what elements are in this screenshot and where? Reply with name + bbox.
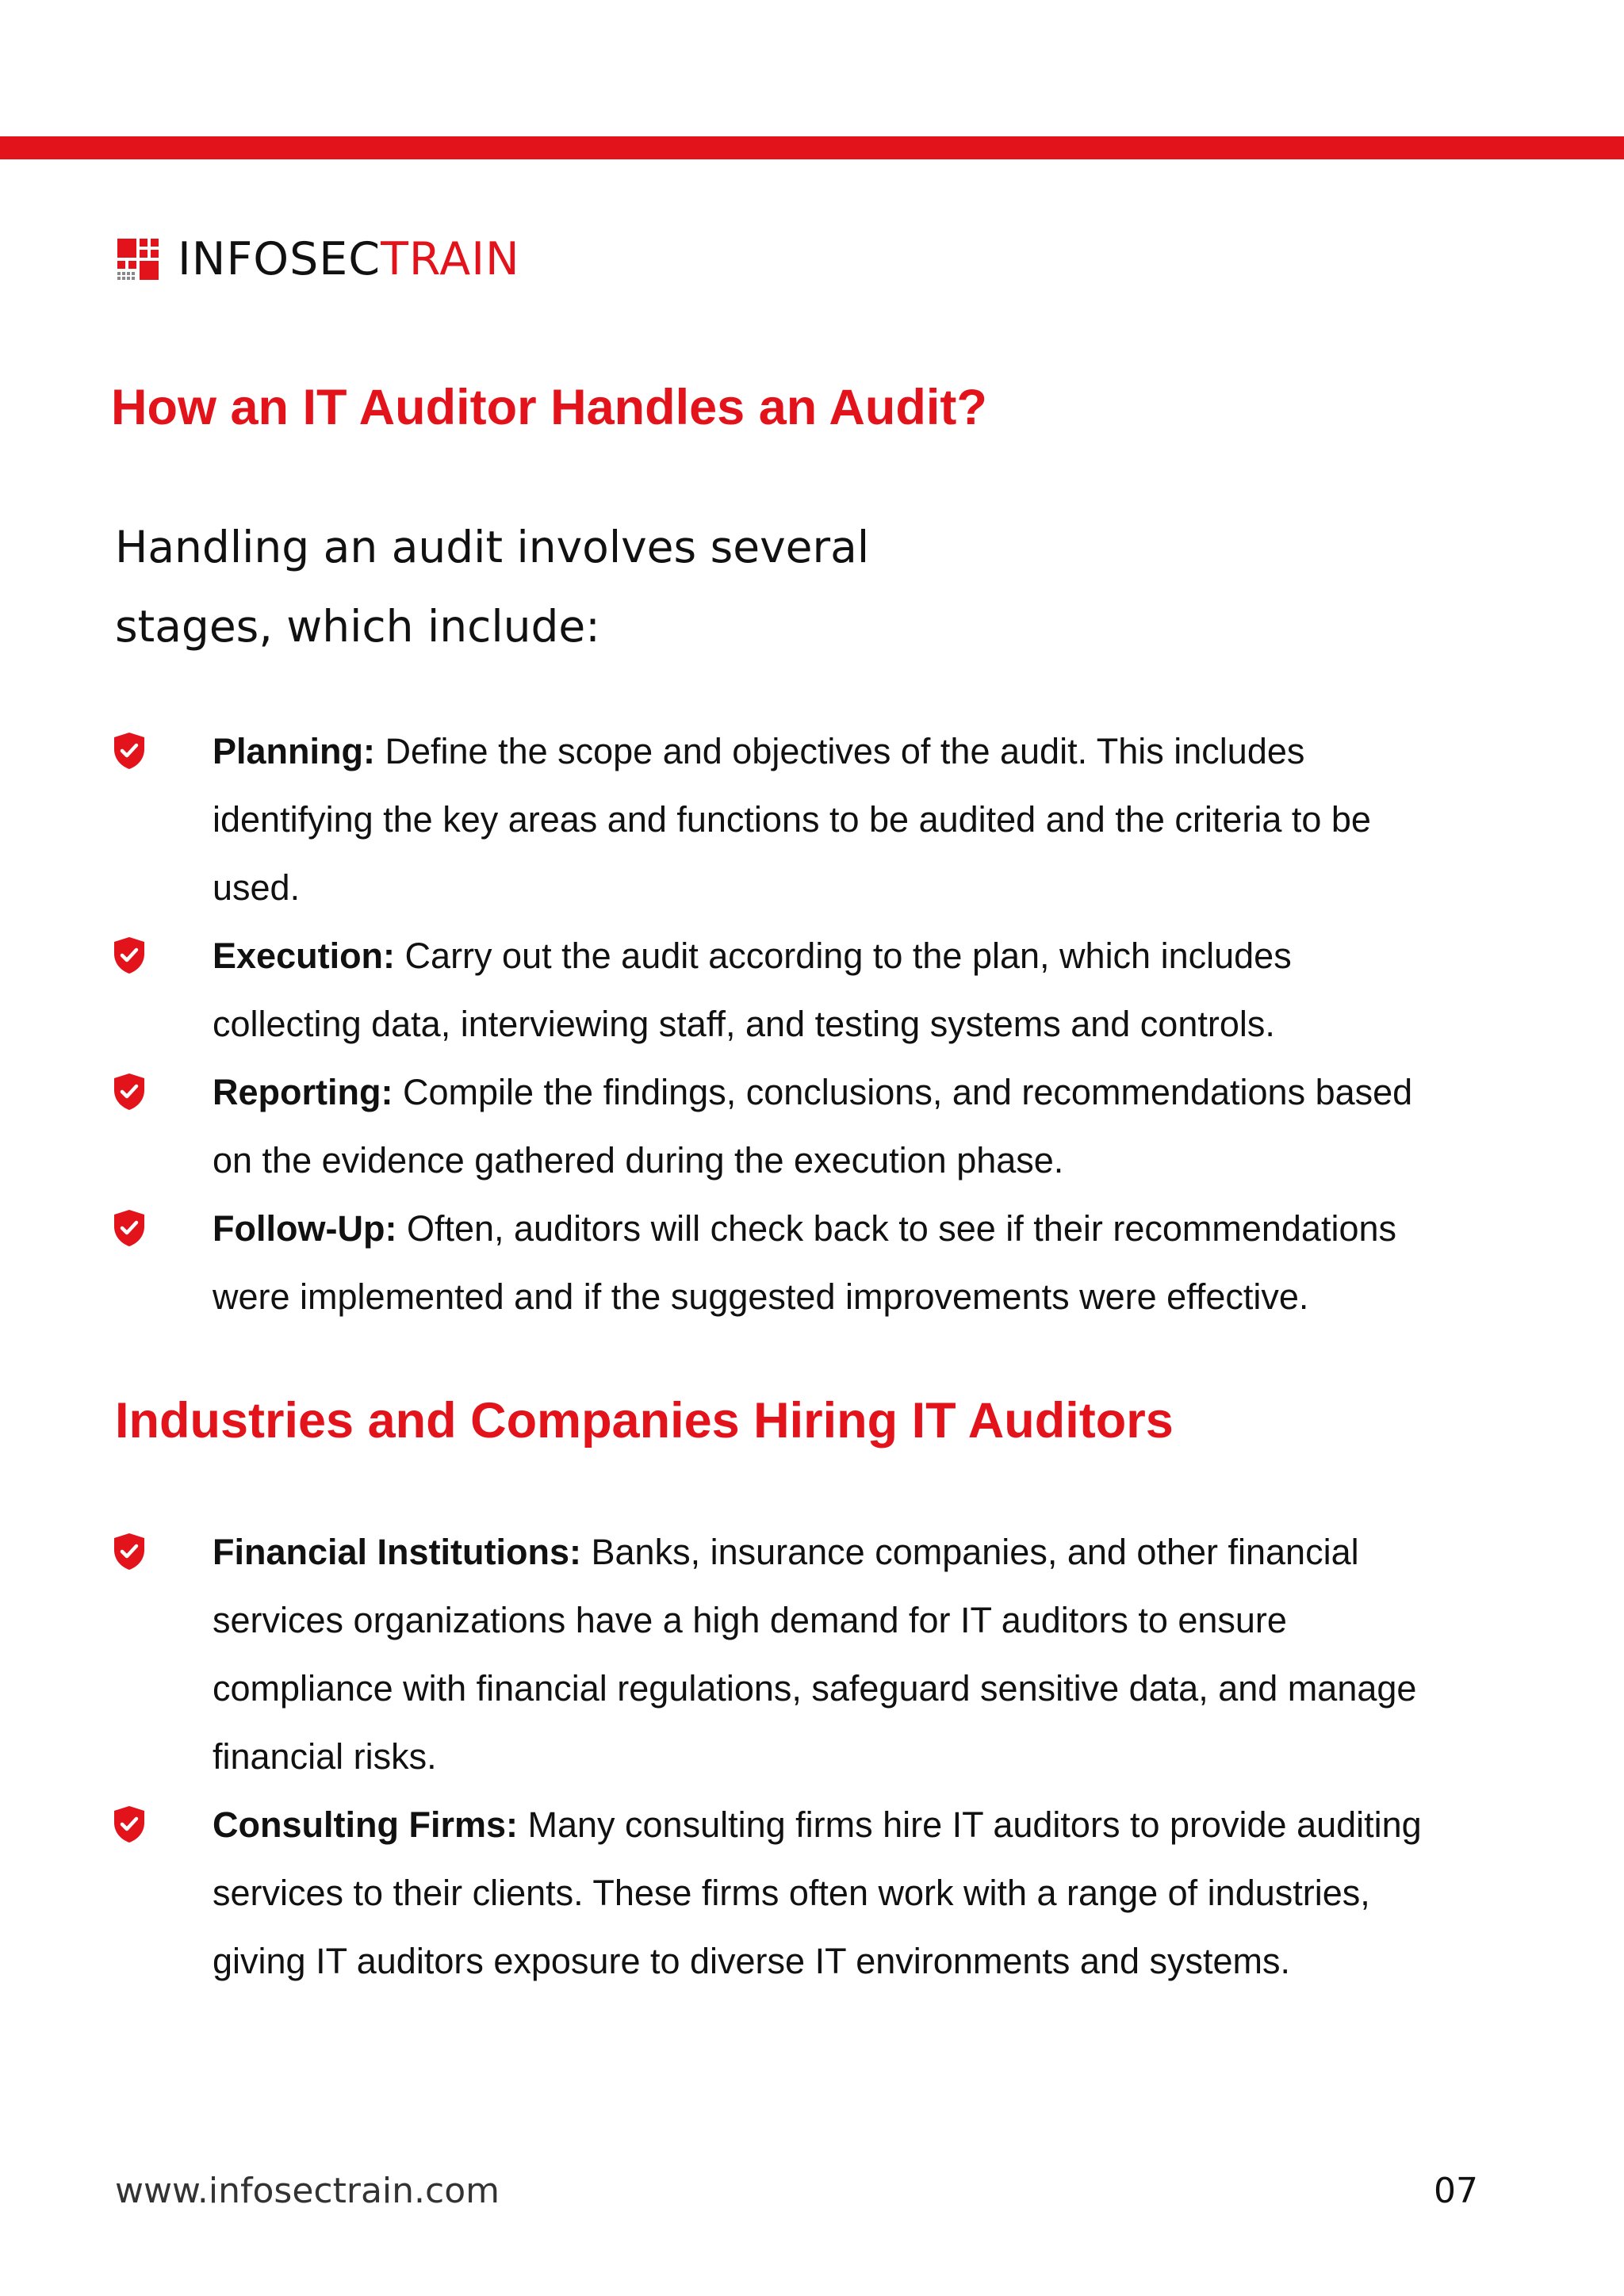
shield-check-icon xyxy=(113,1073,146,1111)
list-item xyxy=(0,922,1450,1058)
list-item xyxy=(0,1518,1450,1791)
brand-name xyxy=(178,233,520,285)
item-term: Consulting Firms: xyxy=(213,1804,518,1845)
item-term: Follow-Up: xyxy=(213,1208,397,1249)
shield-check-icon xyxy=(113,1805,146,1843)
intro-line-2: stages, which include: xyxy=(115,601,600,652)
brand-name-part2: TRAIN xyxy=(381,233,520,285)
item-text: Define the scope and objectives of the audit. This includes identifying the key areas and functions to be audited and the criteria to be used. xyxy=(213,731,1371,908)
item-text: Compile the findings, conclusions, and recommendations based on the evidence gathered during the execution phase. xyxy=(213,1072,1413,1181)
item-text: Many consulting firms hire IT auditors to provide auditing services to their clients. These firms often work with a range of industries, giving IT auditors exposure to diverse IT environments and systems. xyxy=(213,1804,1422,1981)
item-term: Financial Institutions: xyxy=(213,1532,582,1572)
section-title-audit: How an IT Auditor Handles an Audit? xyxy=(111,380,987,435)
footer-website-link[interactable]: www.infosectrain.com xyxy=(115,2171,500,2211)
section-intro xyxy=(115,507,908,666)
item-term: Reporting: xyxy=(213,1072,393,1112)
shield-check-icon xyxy=(113,1209,146,1247)
logo-mark-icon xyxy=(117,239,159,280)
list-item xyxy=(0,1058,1450,1195)
shield-check-icon xyxy=(113,1533,146,1571)
audit-stages-list xyxy=(0,718,1624,1331)
item-text: Banks, insurance companies, and other financial services organizations have a high demand for IT auditors to ensure compliance with financial regulations, safeguard sensitive data, and manage financial risks. xyxy=(213,1532,1417,1777)
intro-line-1: Handling an audit involves several xyxy=(115,522,870,572)
brand-name-part1: INFOSEC xyxy=(178,233,381,285)
item-term: Planning: xyxy=(213,731,375,771)
item-term: Execution: xyxy=(213,936,396,976)
list-item xyxy=(0,718,1450,922)
shield-check-icon xyxy=(113,732,146,770)
section-title-industries: Industries and Companies Hiring IT Auditors xyxy=(115,1393,1174,1448)
shield-check-icon xyxy=(113,936,146,974)
list-item xyxy=(0,1791,1450,1996)
item-text: Often, auditors will check back to see if their recommendations were implemented and if the suggested improvements were effective. xyxy=(213,1208,1397,1317)
item-text: Carry out the audit according to the plan, which includes collecting data, interviewing staff, and testing systems and controls. xyxy=(213,936,1292,1044)
brand-logo xyxy=(117,234,520,285)
list-item xyxy=(0,1195,1450,1331)
top-accent-bar xyxy=(0,136,1624,159)
industries-list xyxy=(0,1518,1624,1996)
page-number: 07 xyxy=(1434,2171,1478,2211)
